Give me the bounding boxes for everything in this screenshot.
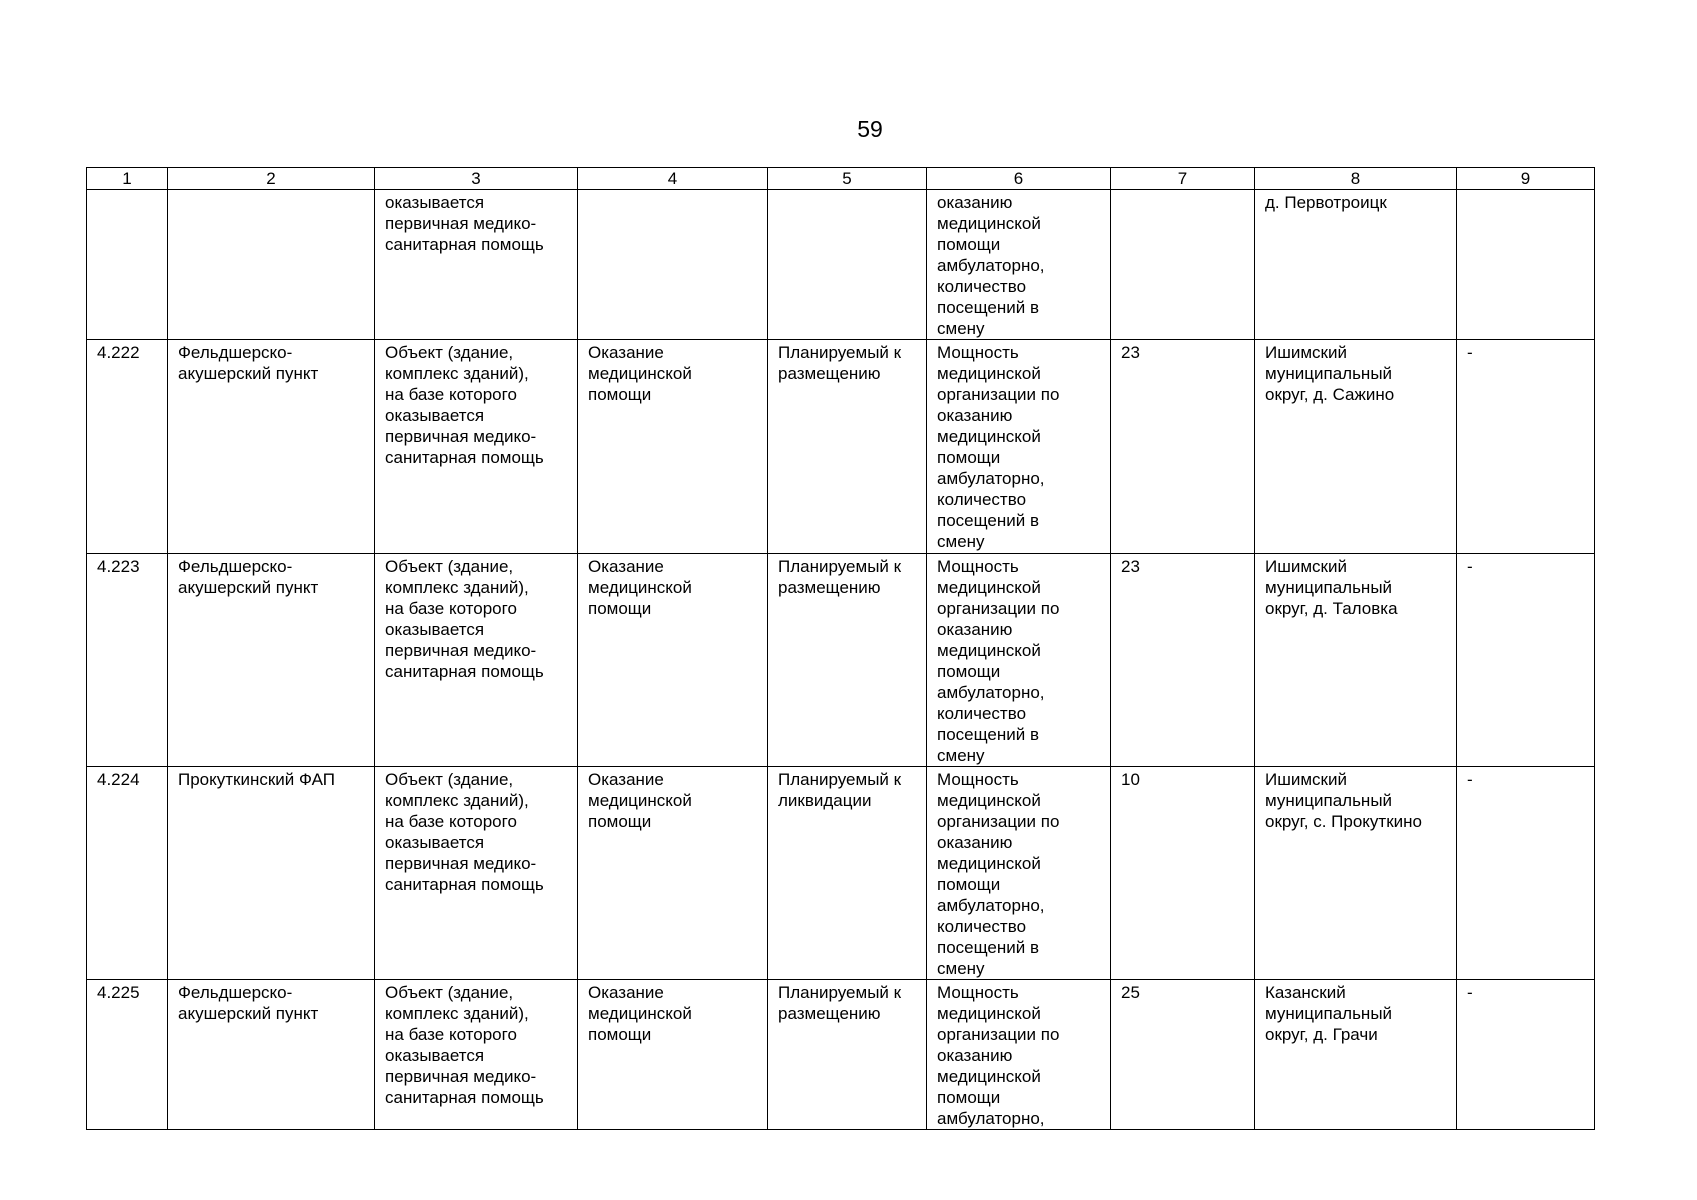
cell-purpose: Оказание медицинской помощи xyxy=(578,980,768,1130)
cell-name: Фельдшерско- акушерский пункт xyxy=(168,340,375,554)
table-row xyxy=(87,767,1595,980)
cell-characteristic: Мощность медицинской организации по оказанию медицинской помощи амбулаторно, количество посещений в смену xyxy=(927,767,1111,980)
cell-zone: - xyxy=(1457,767,1595,980)
cell-name: Фельдшерско- акушерский пункт xyxy=(168,554,375,767)
column-number: 8 xyxy=(1255,168,1457,190)
column-number: 1 xyxy=(87,168,168,190)
cell-type: Объект (здание, комплекс зданий), на базе которого оказывается первичная медико- санитарная помощь xyxy=(375,767,578,980)
cell-name: Фельдшерско- акушерский пункт xyxy=(168,980,375,1130)
cell-number: 4.225 xyxy=(87,980,168,1130)
cell-status xyxy=(768,190,927,340)
cell-purpose: Оказание медицинской помощи xyxy=(578,340,768,554)
column-number-row xyxy=(87,168,1595,190)
table-row xyxy=(87,554,1595,767)
cell-characteristic: Мощность медицинской организации по оказанию медицинской помощи амбулаторно, количество посещений в смену xyxy=(927,340,1111,554)
column-number: 4 xyxy=(578,168,768,190)
cell-value: 10 xyxy=(1111,767,1255,980)
cell-zone xyxy=(1457,190,1595,340)
cell-value xyxy=(1111,190,1255,340)
cell-type: Объект (здание, комплекс зданий), на базе которого оказывается первичная медико- санитарная помощь xyxy=(375,340,578,554)
column-number: 2 xyxy=(168,168,375,190)
cell-purpose xyxy=(578,190,768,340)
column-number: 9 xyxy=(1457,168,1595,190)
cell-status: Планируемый к размещению xyxy=(768,340,927,554)
cell-location: Казанский муниципальный округ, д. Грачи xyxy=(1255,980,1457,1130)
cell-number xyxy=(87,190,168,340)
cell-location: Ишимский муниципальный округ, с. Прокуткино xyxy=(1255,767,1457,980)
page-number: 59 xyxy=(857,116,883,142)
column-number: 3 xyxy=(375,168,578,190)
cell-purpose: Оказание медицинской помощи xyxy=(578,554,768,767)
cell-purpose: Оказание медицинской помощи xyxy=(578,767,768,980)
cell-characteristic: Мощность медицинской организации по оказанию медицинской помощи амбулаторно, количество посещений в смену xyxy=(927,554,1111,767)
cell-number: 4.223 xyxy=(87,554,168,767)
column-number: 7 xyxy=(1111,168,1255,190)
column-number: 6 xyxy=(927,168,1111,190)
cell-status: Планируемый к размещению xyxy=(768,554,927,767)
cell-characteristic: оказанию медицинской помощи амбулаторно, количество посещений в смену xyxy=(927,190,1111,340)
cell-value: 25 xyxy=(1111,980,1255,1130)
cell-zone: - xyxy=(1457,340,1595,554)
cell-status: Планируемый к размещению xyxy=(768,980,927,1130)
table-row xyxy=(87,980,1595,1130)
cell-value: 23 xyxy=(1111,554,1255,767)
cell-characteristic: Мощность медицинской организации по оказанию медицинской помощи амбулаторно, xyxy=(927,980,1111,1130)
cell-status: Планируемый к ликвидации xyxy=(768,767,927,980)
cell-zone: - xyxy=(1457,554,1595,767)
cell-location: Ишимский муниципальный округ, д. Сажино xyxy=(1255,340,1457,554)
cell-number: 4.224 xyxy=(87,767,168,980)
objects-table xyxy=(86,167,1595,1130)
cell-location: д. Первотроицк xyxy=(1255,190,1457,340)
cell-type: Объект (здание, комплекс зданий), на базе которого оказывается первичная медико- санитарная помощь xyxy=(375,554,578,767)
cell-number: 4.222 xyxy=(87,340,168,554)
cell-name: Прокуткинский ФАП xyxy=(168,767,375,980)
cell-type: оказывается первичная медико- санитарная помощь xyxy=(375,190,578,340)
column-number: 5 xyxy=(768,168,927,190)
cell-name xyxy=(168,190,375,340)
table-row xyxy=(87,190,1595,340)
cell-zone: - xyxy=(1457,980,1595,1130)
table-row xyxy=(87,340,1595,554)
cell-type: Объект (здание, комплекс зданий), на базе которого оказывается первичная медико- санитарная помощь xyxy=(375,980,578,1130)
cell-value: 23 xyxy=(1111,340,1255,554)
cell-location: Ишимский муниципальный округ, д. Таловка xyxy=(1255,554,1457,767)
